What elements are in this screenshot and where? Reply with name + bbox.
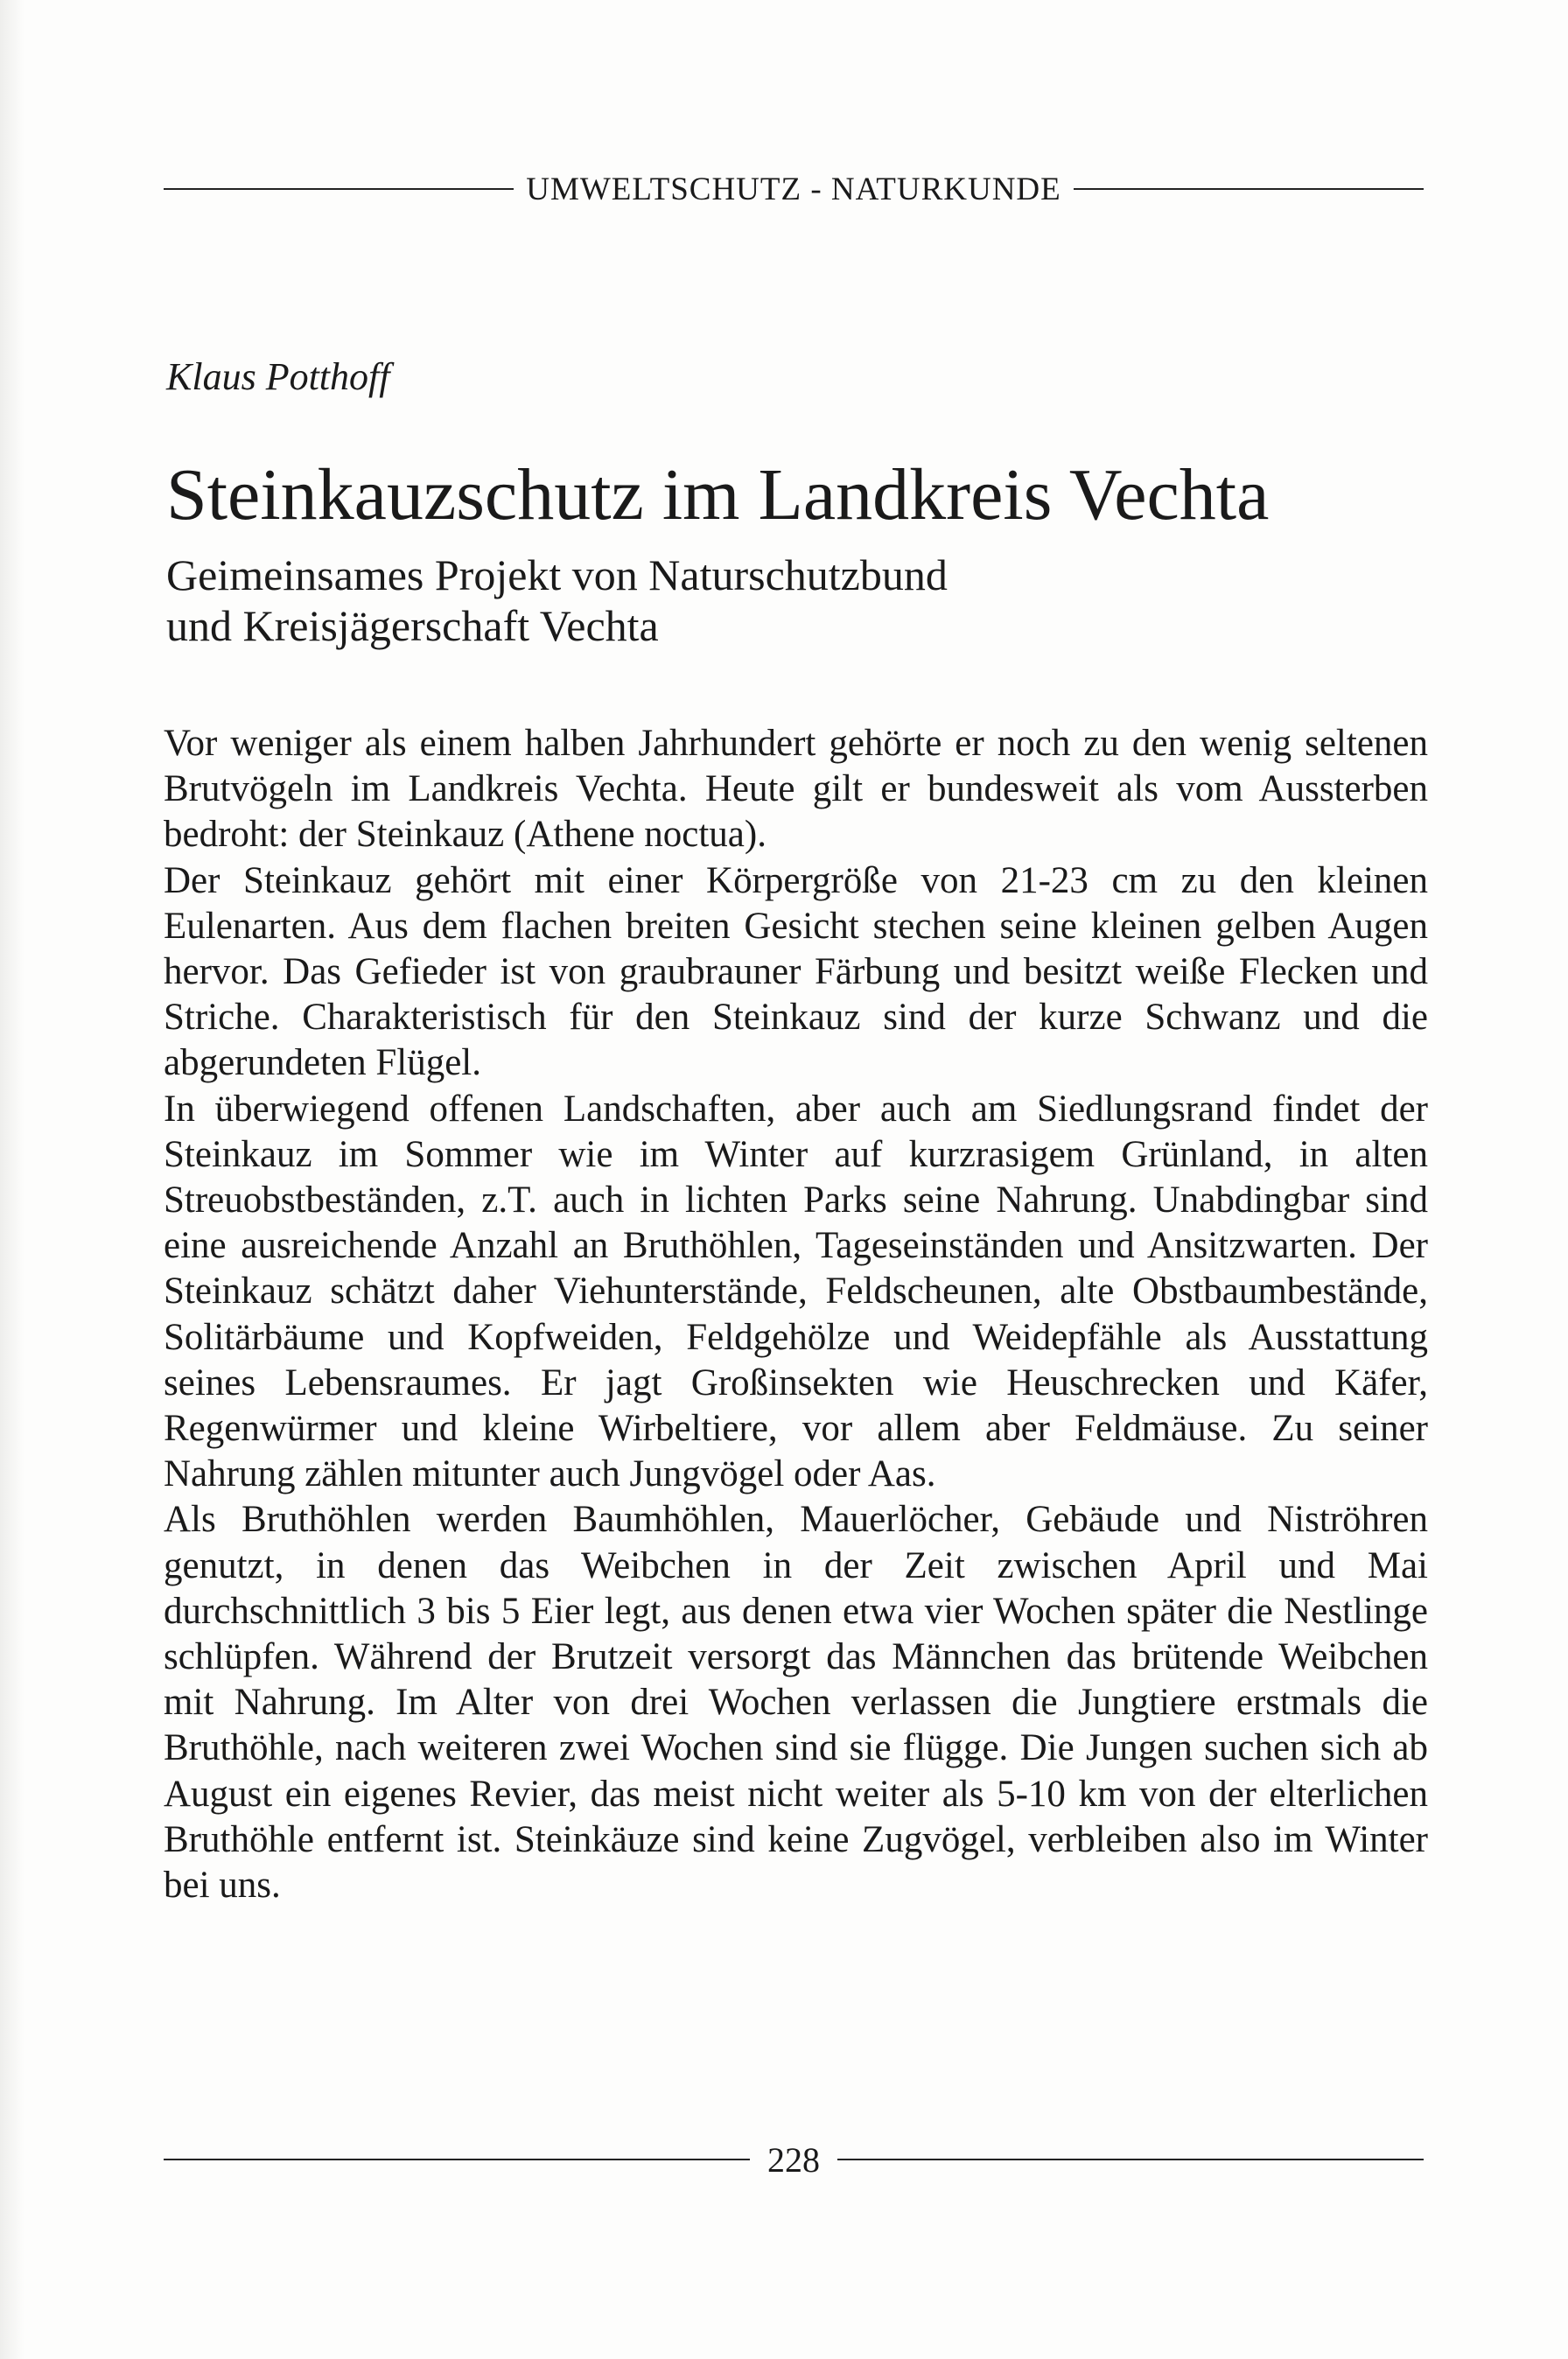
page-footer bbox=[164, 2135, 1424, 2184]
running-header bbox=[164, 166, 1424, 212]
body-paragraph: In überwiegend offenen Landschaften, aber auch am Siedlungsrand findet der Steinkauz im Sommer wie im Winter auf kurzrasigem Grünland, in alten Streuobstbeständen, z.T. auch in lichten Parks seine Nahrung. Unabdingbar sind eine ausreichende Anzahl an Bruthöhlen, Tageseinständen und Ansitzwarten. Der Steinkauz schätzt daher Viehunterstände, Feldscheunen, alte Obstbaumbestände, Solitärbäume und Kopfweiden, Feldgehölze und Weidepfähle als Ausstattung seines Lebensraumes. Er jagt Großinsekten wie Heuschrecken und Käfer, Regenwürmer und kleine Wirbeltiere, vor allem aber Feldmäuse. Zu seiner Nahrung zählen mitunter auch Jungvögel oder Aas. bbox=[164, 1088, 1428, 1495]
article-subtitle bbox=[166, 550, 948, 651]
header-rule-right bbox=[1074, 188, 1424, 190]
body-paragraph: Vor weniger als einem halben Jahrhundert gehörte er noch zu den wenig seltenen Brutvögeln im Landkreis Vechta. Heute gilt er bundesweit als vom Aussterben bedroht: der Steinkauz (Athene noctua). bbox=[164, 723, 1428, 856]
footer-rule-right bbox=[837, 2159, 1424, 2160]
subtitle-line: und Kreisjägerschaft Vechta bbox=[166, 601, 659, 650]
body-paragraph: Als Bruthöhlen werden Baumhöhlen, Mauerlöcher, Gebäude und Niströhren genutzt, in denen das Weibchen in der Zeit zwischen April und Mai durchschnittlich 3 bis 5 Eier legt, aus denen etwa vier Wochen später die Nestlinge schlüpfen. Während der Brutzeit versorgt das Männchen das brütende Weibchen mit Nahrung. Im Alter von drei Wochen verlassen die Jungtiere erstmals die Bruthöhle, nach weiteren zwei Wochen sind sie flügge. Die Jungen suchen sich ab August ein eigenes Revier, das meist nicht weiter als 5-10 km von der elterlichen Bruthöhle entfernt ist. Steinkäuze sind keine Zugvögel, verbleiben also im Winter bei uns. bbox=[164, 1499, 1428, 1907]
subtitle-line: Geimeinsames Projekt von Naturschutzbund bbox=[166, 550, 948, 599]
header-rule-left bbox=[164, 188, 514, 190]
page-number: 228 bbox=[767, 2139, 820, 2180]
author-name: Klaus Potthoff bbox=[166, 355, 390, 398]
body-paragraph: Der Steinkauz gehört mit einer Körpergröße von 21-23 cm zu den kleinen Eulenarten. Aus dem flachen breiten Gesicht stechen seine kleinen gelben Augen hervor. Das Gefieder ist von graubrauner Färbung und besitzt weiße Flecken und Striche. Charakteristisch für den Steinkauz sind der kurze Schwanz und die abgerundeten Flügel. bbox=[164, 859, 1428, 1084]
footer-rule-left bbox=[164, 2159, 750, 2160]
page-edge-shadow bbox=[0, 0, 24, 2359]
article-body bbox=[164, 721, 1428, 1908]
article-title: Steinkauzschutz im Landkreis Vechta bbox=[166, 454, 1270, 536]
running-head-text: UMWELTSCHUTZ - NATURKUNDE bbox=[526, 171, 1061, 207]
